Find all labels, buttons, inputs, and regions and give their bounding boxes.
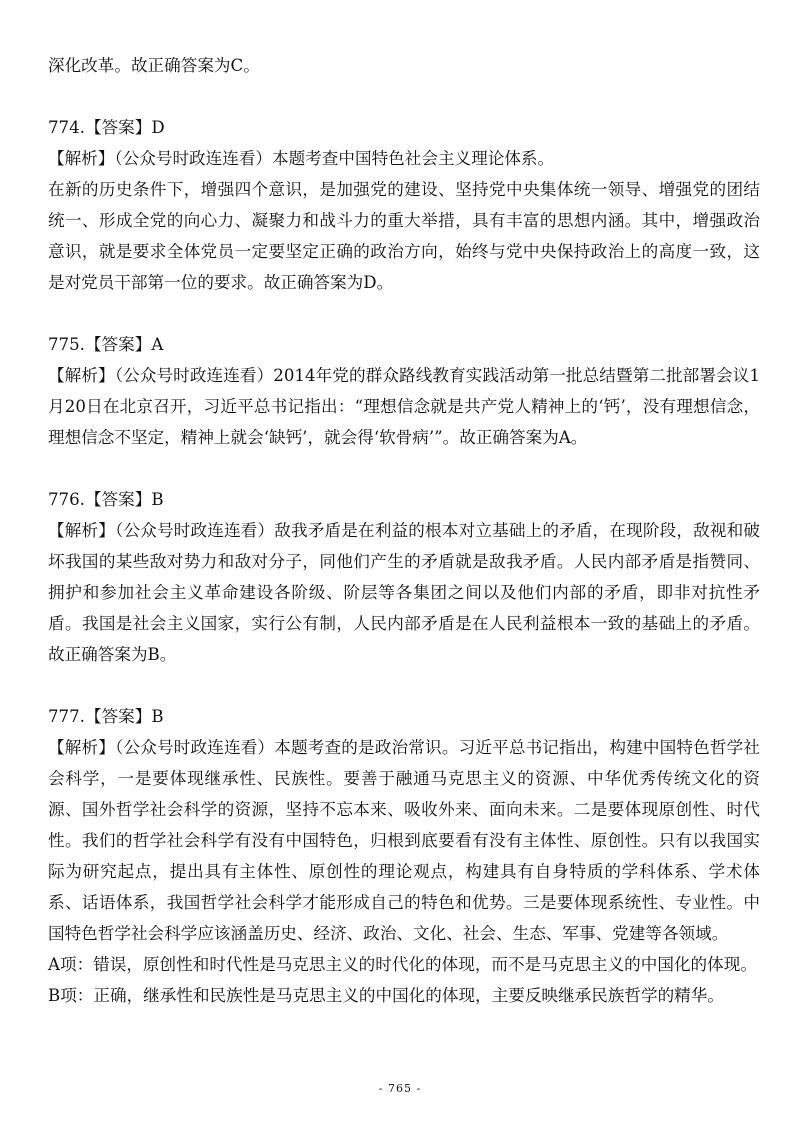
document-page	[48, 50, 760, 1011]
option-b-explanation: B项：正确，继承性和民族性是马克思主义的中国化的体现，主要反映继承民族哲学的精华。	[48, 986, 724, 1005]
option-a-explanation: A项：错误，原创性和时代性是马克思主义的时代化的体现，而不是马克思主义的中国化的体现。	[48, 955, 757, 974]
page-number: - 765 -	[378, 1082, 422, 1095]
answer-775: 775.【答案】A	[48, 335, 164, 354]
analysis-774-header: 【解析】（公众号时政连连看）本题考查中国特色社会主义理论体系。	[48, 149, 555, 168]
analysis-775: 【解析】（公众号时政连连看）2014年党的群众路线教育实践活动第一批总结暨第二批部署会议1月20日在北京召开，习近平总书记指出：“理想信念就是共产党人精神上的‘钙’，没有理想信念，理想信念不坚定，精神上就会‘缺钙’，就会得‘软骨病’”。故正确答案为A。	[48, 366, 760, 447]
analysis-776: 【解析】（公众号时政连连看）敌我矛盾是在利益的根本对立基础上的矛盾，在现阶段，敌视和破坏我国的某些敌对势力和敌对分子，同他们产生的矛盾就是敌我矛盾。人民内部矛盾是指赞同、拥护和参加社会主义革命建设各阶级、阶层等各集团之间以及他们内部的矛盾，即非对抗性矛盾。我国是社会主义国家，实行公有制，人民内部矛盾是在人民利益根本一致的基础上的矛盾。故正确答案为B。	[48, 521, 760, 664]
answer-776: 776.【答案】B	[48, 490, 164, 509]
analysis-774-body: 在新的历史条件下，增强四个意识，是加强党的建设、坚持党中央集体统一领导、增强党的团结统一、形成全党的向心力、凝聚力和战斗力的重大举措，具有丰富的思想内涵。其中，增强政治意识，就是要求全体党员一定要坚定正确的政治方向，始终与党中央保持政治上的高度一致，这是对党员干部第一位的要求。故正确答案为D。	[48, 180, 760, 292]
intro-text: 深化改革。故正确答案为C。	[48, 56, 260, 75]
analysis-777: 【解析】（公众号时政连连看）本题考查的是政治常识。习近平总书记指出，构建中国特色哲学社会科学，一是要体现继承性、民族性。要善于融通马克思主义的资源、中华优秀传统文化的资源、国外哲学社会科学的资源，坚持不忘本来、吸收外来、面向未来。二是要体现原创性、时代性。我们的哲学社会科学有没有中国特色，归根到底要看有没有主体性、原创性。只有以我国实际为研究起点，提出具有主体性、原创性的理论观点，构建具有自身特质的学科体系、学术体系、话语体系，我国哲学社会科学才能形成自己的特色和优势。三是要体现系统性、专业性。中国特色哲学社会科学应该涵盖历史、经济、政治、文化、社会、生态、军事、党建等各领域。	[48, 738, 760, 943]
answer-774: 774.【答案】D	[48, 118, 165, 137]
answer-777: 777.【答案】B	[48, 707, 164, 726]
